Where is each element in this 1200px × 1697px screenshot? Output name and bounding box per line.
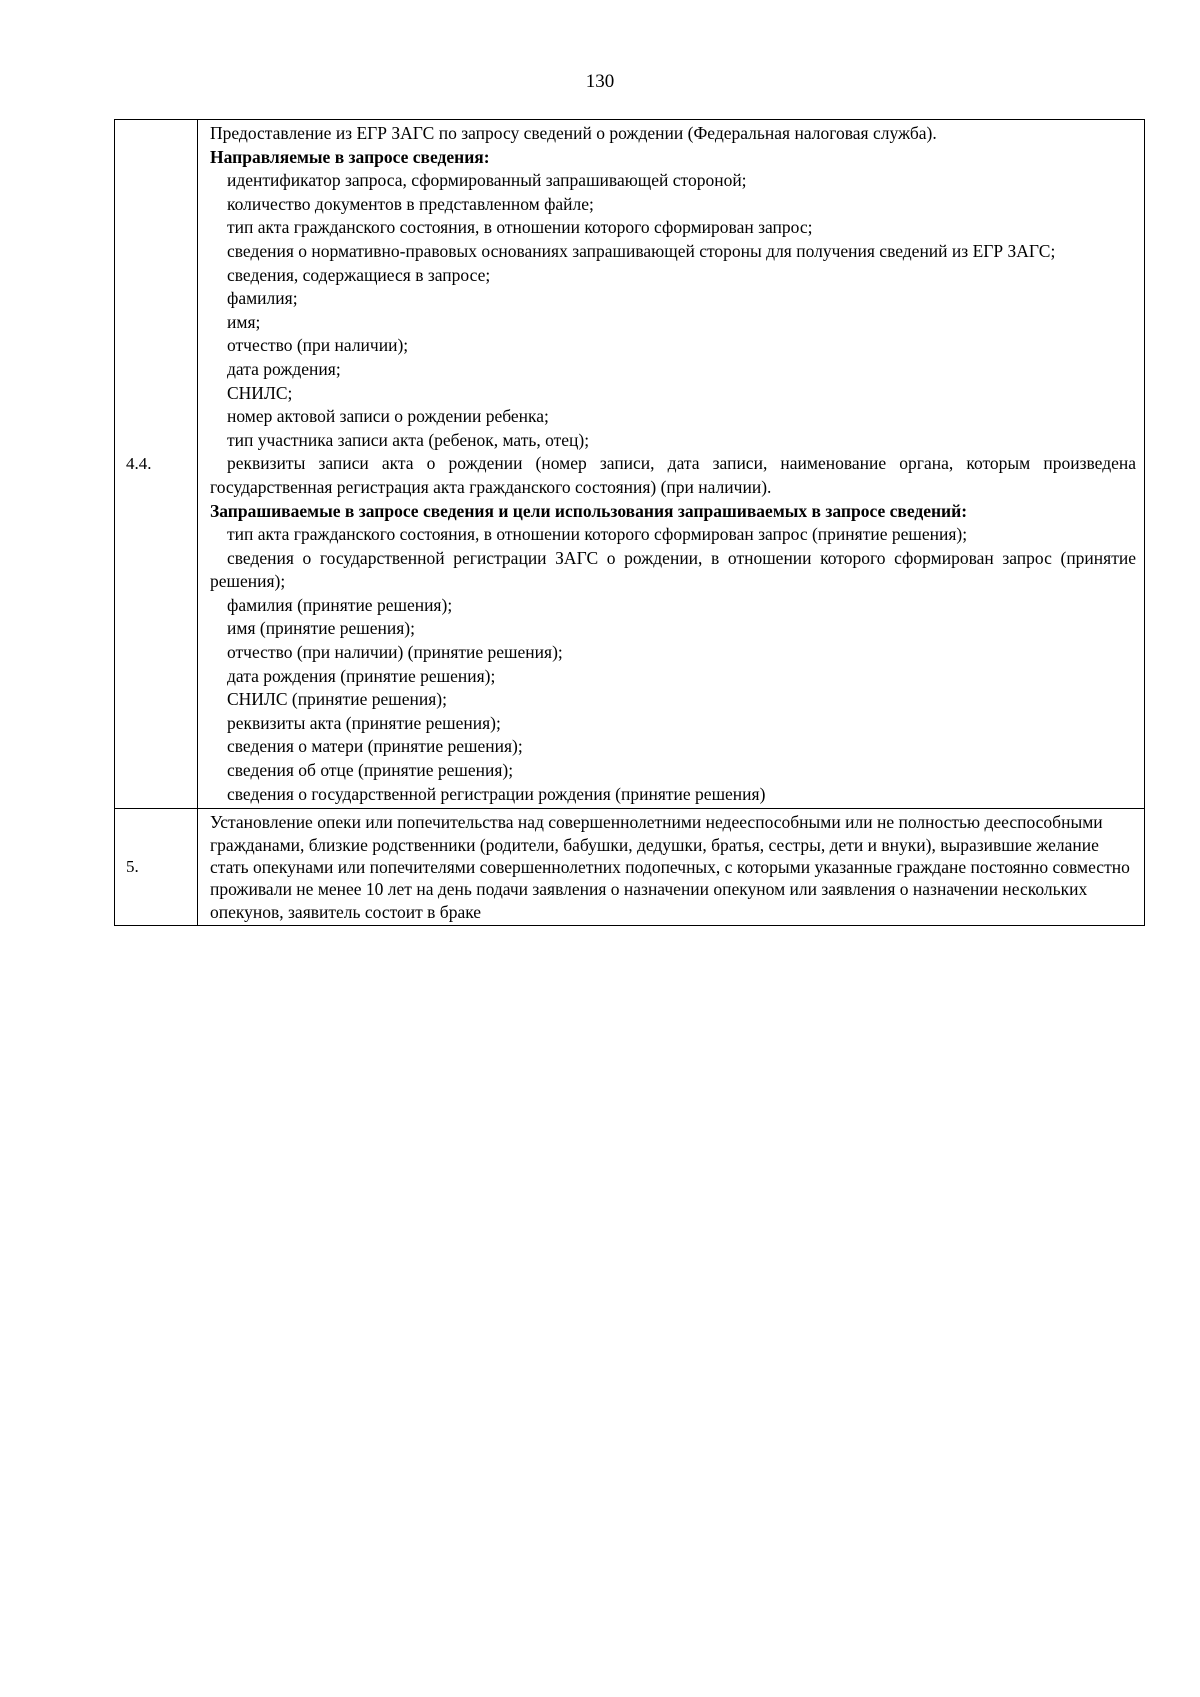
list-item: количество документов в представленном файле; — [227, 193, 594, 214]
list-item: сведения о государственной регистрации ЗАГС о рождении, в отношении которого сформирован запрос (принятие решения); — [210, 547, 1136, 592]
list-item: имя (принятие решения); — [227, 618, 415, 639]
list-item: тип участника записи акта (ребенок, мать, отец); — [227, 429, 590, 450]
row-content — [198, 120, 1145, 809]
list-item: тип акта гражданского состояния, в отношении которого сформирован запрос; — [227, 217, 813, 238]
list-item: имя; — [227, 311, 261, 332]
list-item: отчество (при наличии) (принятие решения); — [227, 642, 563, 663]
section-heading: Направляемые в запросе сведения: — [210, 146, 490, 167]
list-item: сведения, содержащиеся в запросе; — [227, 264, 491, 285]
table-row — [115, 809, 1145, 926]
row-content: Установление опеки или попечительства над совершеннолетними недееспособными или не полностью дееспособными гражданами, близкие родственники (родители, бабушки, дедушки, братья, сестры, дети и внуки), выразившие желание стать опекунами или попечителями совершеннолетних подопечных, с которыми указанные граждане постоянно совместно проживали не менее 10 лет на день подачи заявления о назначении опекуном или заявления о назначении нескольких опекунов, заявитель состоит в браке — [198, 809, 1145, 926]
list-item: дата рождения (принятие решения); — [227, 665, 496, 686]
row-number: 5. — [115, 809, 198, 926]
row-number: 4.4. — [115, 120, 198, 809]
list-item: сведения о матери (принятие решения); — [227, 736, 523, 757]
table-row — [115, 120, 1145, 809]
list-item: СНИЛС (принятие решения); — [227, 689, 447, 710]
document-table — [114, 119, 1145, 926]
list-item: фамилия (принятие решения); — [227, 594, 453, 615]
list-item: реквизиты акта (принятие решения); — [227, 712, 501, 733]
list-item: фамилия; — [227, 288, 298, 309]
paragraph: Предоставление из ЕГР ЗАГС по запросу сведений о рождении (Федеральная налоговая служба). — [210, 123, 937, 143]
list-item: тип акта гражданского состояния, в отношении которого сформирован запрос (принятие решения); — [227, 524, 968, 545]
list-item: отчество (при наличии); — [227, 335, 409, 356]
list-item: реквизиты записи акта о рождении (номер записи, дата записи, наименование органа, которым произведена государственная регистрация акта гражданского состояния) (при наличии). — [210, 453, 1136, 497]
page-number: 130 — [585, 71, 615, 92]
section-heading: Запрашиваемые в запросе сведения и цели использования запрашиваемых в запросе сведений: — [210, 500, 968, 521]
list-item: сведения о государственной регистрации рождения (принятие решения) — [227, 783, 766, 804]
list-item: идентификатор запроса, сформированный запрашивающей стороной; — [227, 170, 747, 191]
list-item: номер актовой записи о рождении ребенка; — [227, 406, 549, 427]
list-item: сведения о нормативно-правовых основаниях запрашивающей стороны для получения сведений из ЕГР ЗАГС; — [227, 240, 1056, 261]
list-item: сведения об отце (принятие решения); — [227, 760, 514, 781]
list-item: СНИЛС; — [227, 382, 293, 403]
list-item: дата рождения; — [227, 358, 341, 379]
